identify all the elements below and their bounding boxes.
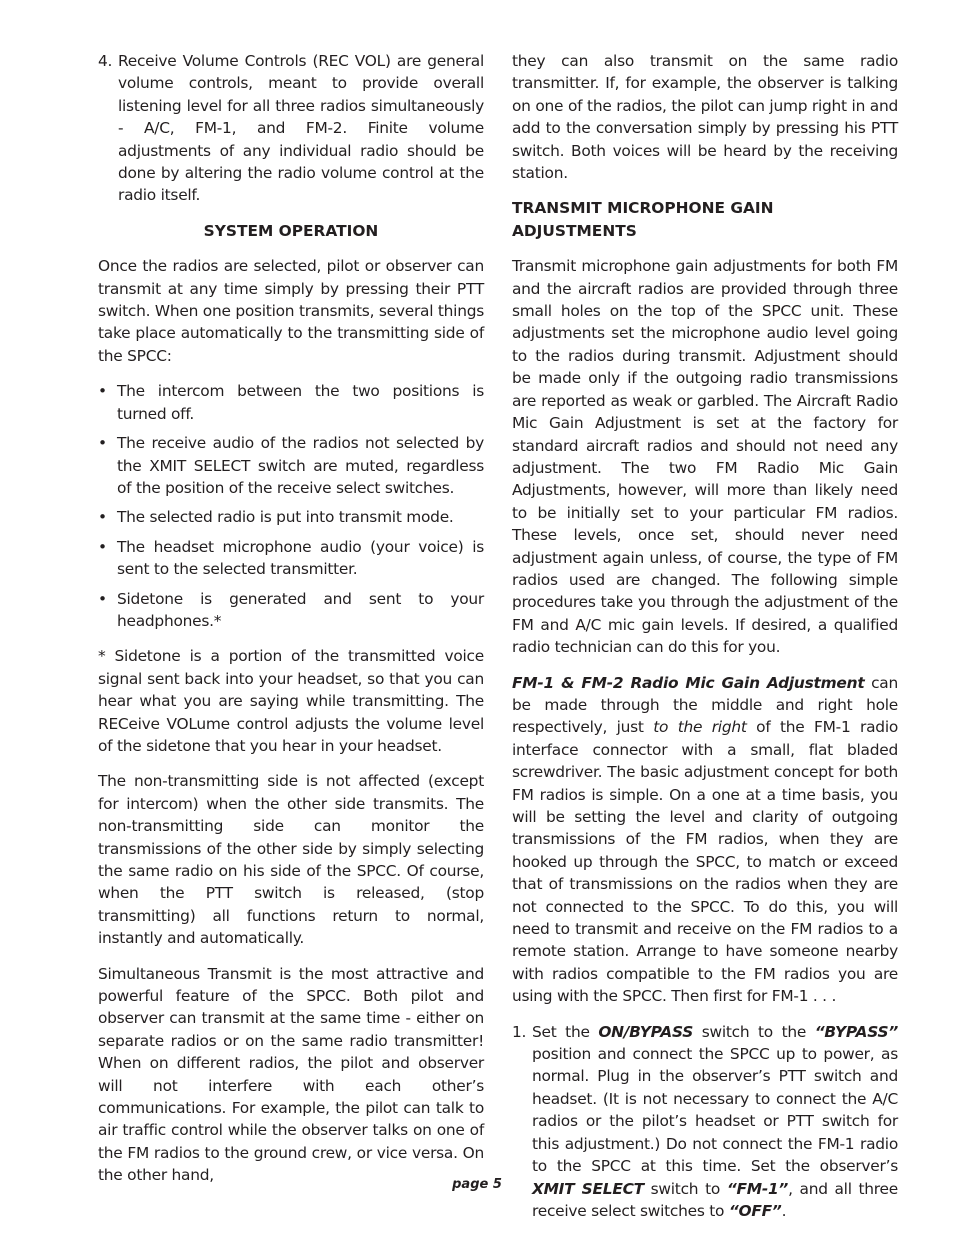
right-column <box>512 50 898 1235</box>
list-item-4 <box>98 50 484 207</box>
bullet-item <box>98 432 484 499</box>
bullet-marker: • <box>98 382 107 401</box>
text-run: Set the <box>532 1022 599 1041</box>
bullet-text: The receive audio of the radios not selected by the XMIT SELECT switch are muted, regardless of the position of the receive select switches. <box>117 434 484 497</box>
bullet-item <box>98 536 484 581</box>
bullet-marker: • <box>98 508 107 527</box>
emphasis: “FM-1” <box>726 1179 789 1198</box>
bullet-item <box>98 588 484 633</box>
text-run: position and connect the SPCC up to power, as normal. Plug in the observer’s PTT switch and headset. (It is not necessary to connect the A/C radios or the pilot’s headset or PTT switch for this adjustment.) Do not connect the FM-1 radio to the SPCC at this time. Set the observer’s <box>532 1045 898 1176</box>
list-number: 4. <box>98 52 113 70</box>
emphasis: “BYPASS” <box>814 1022 898 1041</box>
list-item-text: Receive Volume Controls (REC VOL) are general volume controls, meant to provide overall listening level for all three radios simultaneously - A/C, FM-1, and FM-2. Finite volume adjustments of any individual radio should be done by altering the radio volume control at the radio itself. <box>118 52 484 205</box>
emphasis: XMIT SELECT <box>532 1179 644 1198</box>
bullet-text: The selected radio is put into transmit mode. <box>117 508 454 527</box>
emphasis: “OFF” <box>728 1201 782 1220</box>
text-run: , and all three receive select switches to <box>532 1179 898 1220</box>
step-1 <box>512 1021 898 1223</box>
bullet-item <box>98 380 484 425</box>
left-column <box>98 50 484 1200</box>
text-run: of the FM-1 radio interface connector with a small, flat bladed screwdriver. The basic adjustment concept for both FM radios is simple. On a one at a time basis, you will be setting the level and clarity of outgoing transmissions of the FM radios, when they are hooked up through the SPCC, to match or exceed that of transmissions on the radios when they are not connected to the SPCC. To do this, you will need to transmit and receive on the FM radios to a remote station. Arrange to have someone nearby with radios compatible to the FM radios you are using with the SPCC. Then first for FM-1 . . . <box>512 718 899 1006</box>
text-run: switch to <box>643 1179 727 1198</box>
text-run: . <box>781 1201 787 1220</box>
bullet-marker: • <box>98 537 107 556</box>
paragraph: Once the radios are selected, pilot or observer can transmit at any time simply by pressing their PTT switch. When one position transmits, several things take place automatically to the transmitting side of the SPCC: <box>98 257 484 365</box>
paragraph: Transmit microphone gain adjustments for both FM and the aircraft radios are provided through three small holes on the top of the SPCC unit. These adjustments set the microphone audio level going to the radios during transmit. Adjustment should be made only if the outgoing radio transmissions are reported as weak or garbled. The Aircraft Radio Mic Gain Adjustment is set at the factory for standard aircraft radios and should not need any adjustment. The two FM Radio Mic Gain Adjustments, however, will more than likely need to be initially set to your particular FM radios. These levels, once set, should never need adjustment again unless, of course, the type of FM radios used are changed. The following simple procedures take you through the adjustment of the FM and A/C mic gain levels. If desired, a qualified radio technician can do this for you. <box>512 257 898 657</box>
bullet-text: The intercom between the two positions is turned off. <box>117 382 484 423</box>
emphasis: to the right <box>653 718 747 737</box>
step-number: 1. <box>512 1022 527 1041</box>
bullet-marker: • <box>98 434 107 453</box>
emphasis: ON/BYPASS <box>598 1022 694 1041</box>
paragraph: Simultaneous Transmit is the most attractive and powerful feature of the SPCC. Both pilot and observer can transmit at the same time - either on separate radios or on the same radio transmitter! When on different radios, the pilot and observer will not interfere with each other’s communications. For example, the pilot can talk to air traffic control while the observer talks on one of the FM radios to the ground crew, or vice versa. On the other hand, <box>98 964 484 1185</box>
footnote: * Sidetone is a portion of the transmitted voice signal sent back into your headset, so that you can hear what you are saying while transmitting. The RECeive VOLume control adjusts the volume level of the sidetone that you hear in your headset. <box>98 647 484 755</box>
bullet-item <box>98 506 484 528</box>
inline-heading: FM-1 & FM-2 Radio Mic Gain Adjustment <box>512 673 865 692</box>
section-heading-transmit-mic-gain: TRANSMIT MICROPHONE GAIN ADJUSTMENTS <box>512 199 774 240</box>
bullet-text: The headset microphone audio (your voice) is sent to the selected transmitter. <box>117 537 484 579</box>
paragraph: The non-transmitting side is not affected (except for intercom) when the other side transmits. The non-transmitting side can monitor the transmissions of the other side by simply selecting the same radio on his side of the SPCC. Of course, when the PTT switch is released, (stop transmitting) all functions return to normal, instantly and automatically. <box>98 772 484 948</box>
text-run: can be made through the middle and right hole respectively, just <box>512 673 898 737</box>
bullet-marker: • <box>98 589 107 608</box>
paragraph: they can also transmit on the same radio transmitter. If, for example, the observer is talking on one of the radios, the pilot can jump right in and add to the conversation simply by pressing his PTT switch. Both voices will be heard by the receiving station. <box>512 52 898 183</box>
text-run: switch to the <box>693 1022 815 1041</box>
page-number: page 5 <box>452 1177 502 1192</box>
section-heading-system-operation: SYSTEM OPERATION <box>203 221 379 240</box>
bullet-text: Sidetone is generated and sent to your headphones.* <box>117 589 484 630</box>
bullet-list <box>98 380 484 632</box>
paragraph-fm-adjustment <box>512 672 898 1008</box>
